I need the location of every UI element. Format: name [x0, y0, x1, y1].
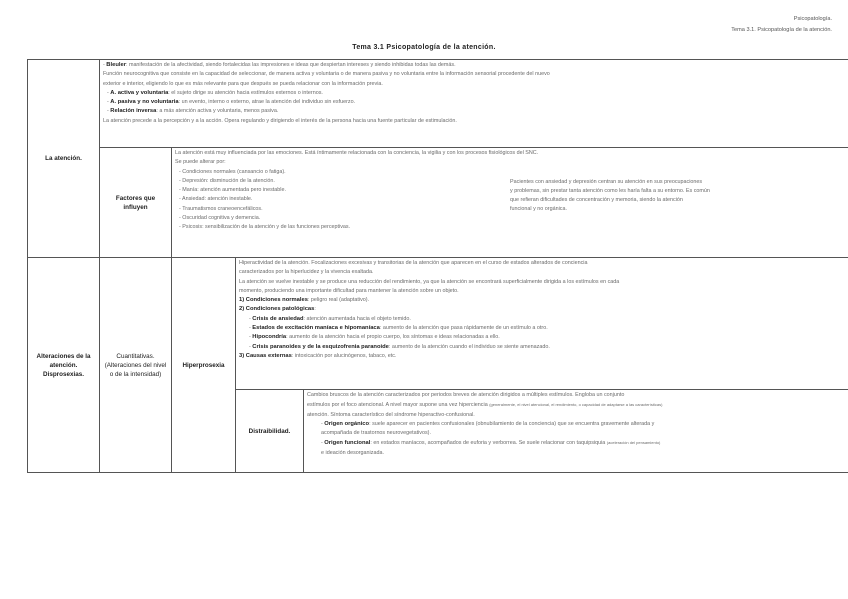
- type-passive: - A. pasiva y no voluntaria: un evento, interno o externo, atrae la atención del individuo sin esfuerzo.: [107, 99, 356, 106]
- bleuler-text: : manifestación de la afectividad, siendo fortalecidas las impresiones e ideas que despiertan intereses y siendo inhibidas todas las demás.: [125, 62, 456, 68]
- neuro-line-2: exterior e interior, eligiendo lo que es más relevante para que después se pueda relacionar con la información previa.: [103, 80, 383, 87]
- closing-line: La atención precede a la percepción y a la acción. Opera regulando y dirigiendo el interés de la persona hacia una fuente particular de estimulación.: [103, 117, 457, 124]
- pathological-item: - Hipocondría: aumento de la atención hacia el propio cuerpo, los síntomas e ideas relacionadas a ello.: [249, 334, 500, 341]
- factor-item: - Manía: atención aumentada pero inestable.: [179, 187, 286, 194]
- factors-columns: [175, 168, 845, 233]
- factors-intro-1: La atención está muy influenciada por las emociones. Está íntimamente relacionada con la conciencia, la vigilia y con los procesos fisiológicos del SNC.: [175, 150, 539, 156]
- section-label-attention: La atención.: [28, 60, 100, 258]
- factors-cell: [172, 148, 848, 258]
- row-factors: [28, 148, 848, 258]
- distractibility-cell: Cambios bruscos de la atención caracterizados por periodos breves de atención dirigidos a múltiples estímulos. Engloba un conjunto estímulos por el foco atencional. A nivel mayor supone una vez hiperciencia (generalmente, el nivel atencional, el rendimiento, o capacidad de adaptarse a las características) atención. Síntoma característico del síndrome hiperactivo-confusional. - Origen orgánico: suele aparecer en pacientes confusionales (obnubilamiento de la conciencia) que se encuentra gravemente alterada y acompañada de trastornos neurovegetativos). - Origen funcional: en estados maníacos, acompañados de euforia y verborrea. Se suele relacionar con taquipsiquia (aceleración del pensamiento) e ideación desorganizada.: [304, 390, 848, 473]
- type-inverse: - Relación inversa: a más atención activa y voluntaria, menos pasiva.: [107, 108, 279, 115]
- type-active: - A. activa y voluntaria: el sujeto dirige su atención hacia estímulos externos o internos.: [107, 89, 323, 96]
- page-title: Tema 3.1 Psicopatología de la atención.: [352, 44, 496, 51]
- factor-item: - Condiciones normales (cansancio o fatiga).: [179, 168, 286, 175]
- bleuler-term: Bleuler: [106, 62, 126, 68]
- factor-item: - Ansiedad: atención inestable.: [179, 196, 253, 203]
- origin-functional: - Origen funcional: en estados maníacos, acompañados de euforia y verborrea. Se suele relacionar con taquipsiquia (aceleración del pensamiento): [321, 440, 661, 447]
- section-label-alterations: Alteraciones de la atención. Disprosexias.: [28, 258, 100, 473]
- hyperprosexia-label: Hiperprosexia: [172, 258, 236, 473]
- row-hyperprosexia: [28, 258, 848, 390]
- page-header: [731, 14, 832, 36]
- content-table: [27, 59, 848, 473]
- pathological-item: - Estados de excitación maníaca e hipomaníaca: aumento de la atención que pasa rápidamente de un estímulo a otro.: [249, 325, 548, 332]
- row-definition: [28, 60, 848, 148]
- definition-cell: [100, 60, 848, 148]
- condition-pathological: 2) Condiciones patológicas:: [239, 306, 316, 313]
- factors-list: [175, 168, 510, 233]
- distract-small-note: (generalmente, el nivel atencional, el rendimiento, o capacidad de adaptarse a las características): [489, 402, 663, 408]
- pathological-item: - Crisis de ansiedad: atención aumentada hacia el objeto temido.: [249, 315, 411, 322]
- factors-right-note: Pacientes con ansiedad y depresión centran su atención en sus preocupaciones y problemas, sin prestar tanta atención como les haría falta a su entorno. Es común que refieran dificultades de concentración y memoria, siendo la atención funcional y no orgánica.: [510, 178, 710, 213]
- header-topic: Tema 3.1. Psicopatología de la atención.: [731, 27, 832, 33]
- factor-item: - Psicosis: sensibilización de la atención y de las funciones perceptivas.: [179, 224, 351, 231]
- condition-normal: 1) Condiciones normales: peligro real (adaptativo).: [239, 297, 370, 304]
- factor-item: - Traumatismos craneoencefálicos.: [179, 205, 263, 212]
- neuro-line-1: Función neurocognitiva que consiste en la capacidad de seleccionar, de manera activa y voluntaria o de manera pasiva y no voluntaria entre la información sensorial procedente del nuevo: [103, 71, 550, 78]
- factors-intro-2: Se puede alterar por:: [175, 159, 226, 166]
- factor-item: - Oscuridad cognitiva y demencia.: [179, 215, 261, 222]
- pathological-item: - Crisis paranoides y de la esquizofrenia paranoide: aumento de la atención cuando el individuo se siente amenazado.: [249, 343, 550, 350]
- factor-item: - Depresión: disminución de la atención.: [179, 177, 275, 184]
- quantitative-label: Cuantitativas. (Alteraciones del nivel o de la intensidad): [100, 258, 172, 473]
- bleuler-line: - Bleuler: manifestación de la afectividad, siendo fortalecidas las impresiones e ideas que despiertan intereses y siendo inhibidas todas las demás.: [103, 62, 456, 68]
- distractibility-label: Distraibilidad.: [236, 390, 304, 473]
- condition-external: 3) Causas externas: intoxicación por alucinógenos, tabaco, etc.: [239, 352, 397, 359]
- hyperprosexia-cell: Hiperactividad de la atención. Focalizaciones excesivas y transitorias de la atención que aparecen en el curso de estados alterados de conciencia caracterizados por la hiperlucidez y la vivencia exaltada. La atención se vuelve inestable y se produce una reducción del rendimiento, ya que la atención se encontrará superficialmente dirigida a los estímulos en cada momento, produciendo una importante dificultad para mantener la atención sobre un objeto. 1) Condiciones normales: peligro real (adaptativo). 2) Condiciones patológicas: - Crisis de ansiedad: atención aumentada hacia el objeto temido. - Estados de excitación maníaca e hipomaníaca: aumento de la atención que pasa rápidamente de un estímulo a otro. - Hipocondría: aumento de la atención hacia el propio cuerpo, los síntomas e ideas relacionadas a ello. - Crisis paranoides y de la esquizofrenia paranoide: aumento de la atención cuando el individuo se siente amenazado. 3) Causas externas: intoxicación por alucinógenos, tabaco, etc.: [236, 258, 848, 390]
- factors-label: Factores que influyen: [100, 148, 172, 258]
- header-subject: Psicopatología.: [793, 16, 832, 22]
- origin-organic: - Origen orgánico: suele aparecer en pacientes confusionales (obnubilamiento de la conciencia) que se encuentra gravemente alterada y: [321, 420, 655, 427]
